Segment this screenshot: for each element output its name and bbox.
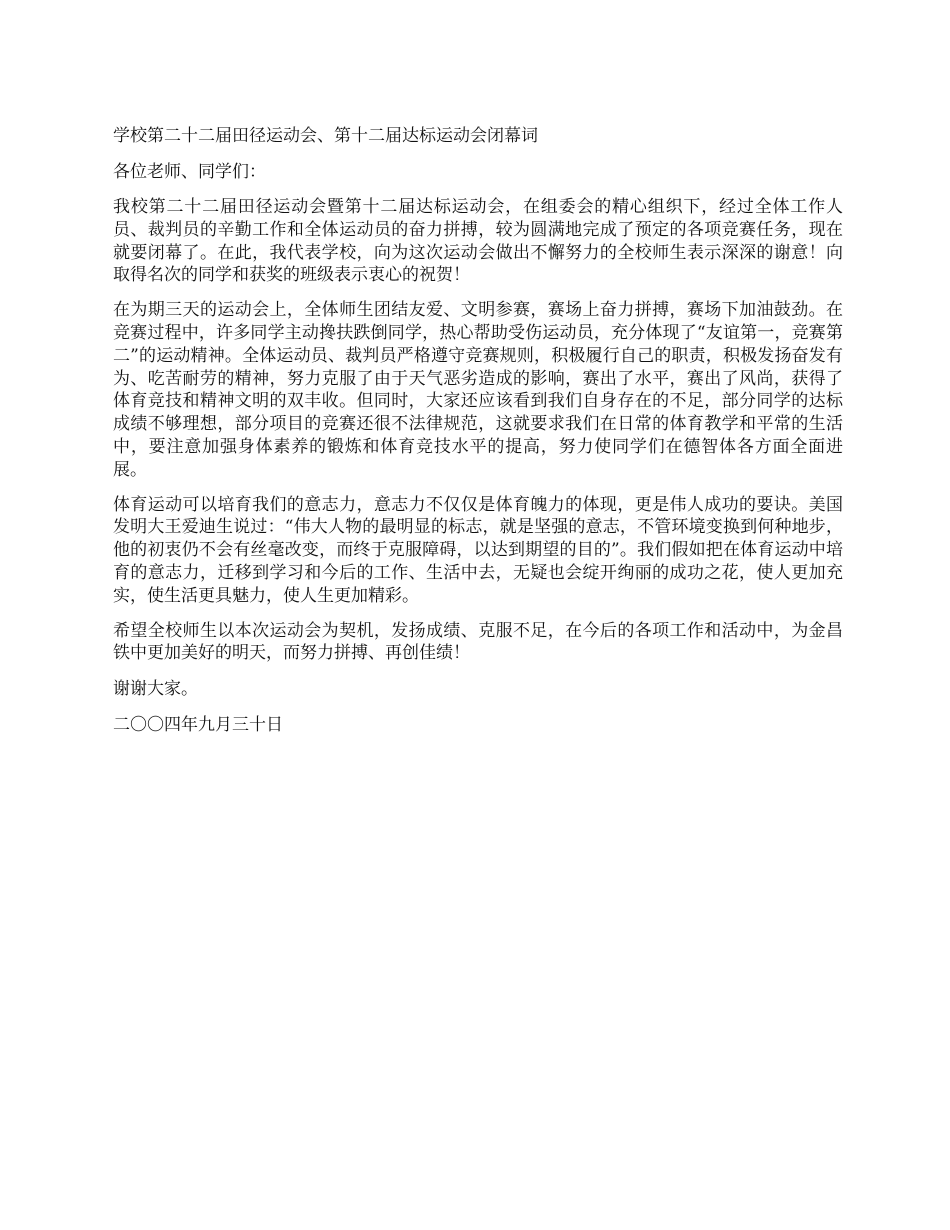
paragraph-willpower: 体育运动可以培育我们的意志力，意志力不仅仅是体育魄力的体现，更是伟人成功的要诀。美国发明大王爱迪生说过：“伟大人物的最明显的标志，就是坚强的意志，不管环境变换到何种地步，他的初衷仍不会有丝毫改变，而终于克服障碍，以达到期望的目的”。我们假如把在体育运动中培育的意志力，迁移到学习和今后的工作、生活中去，无疑也会绽开绚丽的成功之花，使人更加充实，使生活更具魅力，使人生更加精彩。 bbox=[113, 494, 843, 606]
document-date: 二〇〇四年九月三十日 bbox=[113, 715, 283, 736]
closing-thanks: 谢谢大家。 bbox=[113, 679, 198, 700]
document-title: 学校第二十二届田径运动会、第十二届达标运动会闭幕词 bbox=[113, 126, 538, 146]
paragraph-opening: 我校第二十二届田径运动会暨第十二届达标运动会，在组委会的精心组织下，经过全体工作人员、裁判员的辛勤工作和全体运动员的奋力拼搏，较为圆满地完成了预定的各项竞赛任务，现在就要闭幕了。在此，我代表学校，向为这次运动会做出不懈努力的全校师生表示深深的谢意！向取得名次的同学和获奖的班级表示衷心的祝贺！ bbox=[113, 197, 843, 286]
paragraph-hope: 希望全校师生以本次运动会为契机，发扬成绩、克服不足，在今后的各项工作和活动中，为金昌铁中更加美好的明天，而努力拼搏、再创佳绩！ bbox=[113, 620, 843, 664]
document-page bbox=[113, 124, 843, 749]
paragraph-review: 在为期三天的运动会上，全体师生团结友爱、文明参赛，赛场上奋力拼搏，赛场下加油鼓劲。在竞赛过程中，许多同学主动搀扶跌倒同学，热心帮助受伤运动员，充分体现了“友谊第一，竞赛第二”的运动精神。全体运动员、裁判员严格遵守竞赛规则，积极履行自己的职责，积极发扬奋发有为、吃苦耐劳的精神，努力克服了由于天气恶劣造成的影响，赛出了水平，赛出了风尚，获得了体育竞技和精神文明的双丰收。但同时，大家还应该看到我们自身存在的不足，部分同学的达标成绩不够理想，部分项目的竞赛还很不法律规范，这就要求我们在日常的体育教学和平常的生活中，要注意加强身体素养的锻炼和体育竞技水平的提高，努力使同学们在德智体各方面全面进展。 bbox=[113, 300, 843, 480]
salutation: 各位老师、同学们： bbox=[113, 162, 266, 182]
